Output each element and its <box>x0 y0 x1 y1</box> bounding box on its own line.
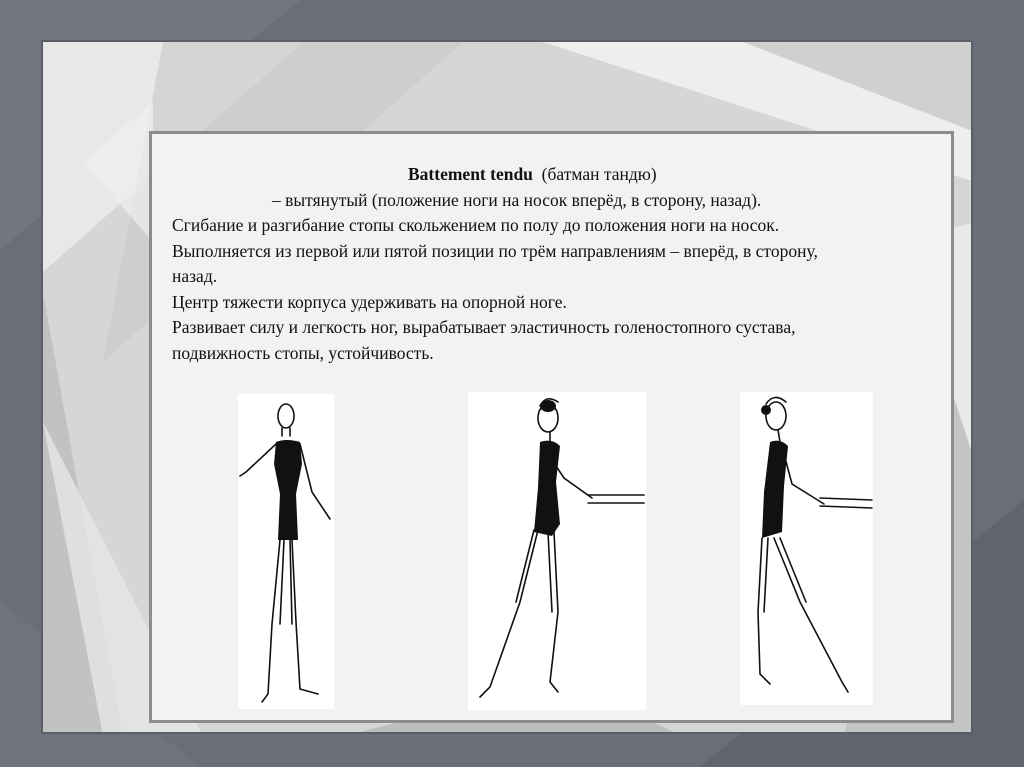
title-line <box>172 162 942 188</box>
text-line-7: подвижность стопы, устойчивость. <box>172 342 434 363</box>
text-line-4: назад. <box>172 266 218 286</box>
text-line-6: Развивает силу и легкость ног, вырабатывает эластичность голеностопного сустава, <box>172 317 796 337</box>
text-line-1: – вытянутый (положение ноги на носок вперёд, в сторону, назад). <box>272 189 762 210</box>
title-rest: (батман тандю) <box>541 164 657 184</box>
dancer-side-view-barre-image <box>468 392 646 710</box>
slide <box>41 40 973 734</box>
text-line-2: Сгибание и разгибание стопы скольжением по полу до положения ноги на носок. <box>172 215 780 235</box>
title-bold: Battement tendu <box>408 164 533 184</box>
text-line-5: Центр тяжести корпуса удерживать на опорной ноге. <box>172 291 567 312</box>
content-panel <box>149 131 954 723</box>
dancer-front-view-image <box>238 394 334 709</box>
description-text <box>172 162 942 366</box>
text-line-3: Выполняется из первой или пятой позиции по трём направлениям – вперёд, в сторону, <box>172 240 818 261</box>
dancer-back-tendu-barre-image <box>740 392 873 705</box>
